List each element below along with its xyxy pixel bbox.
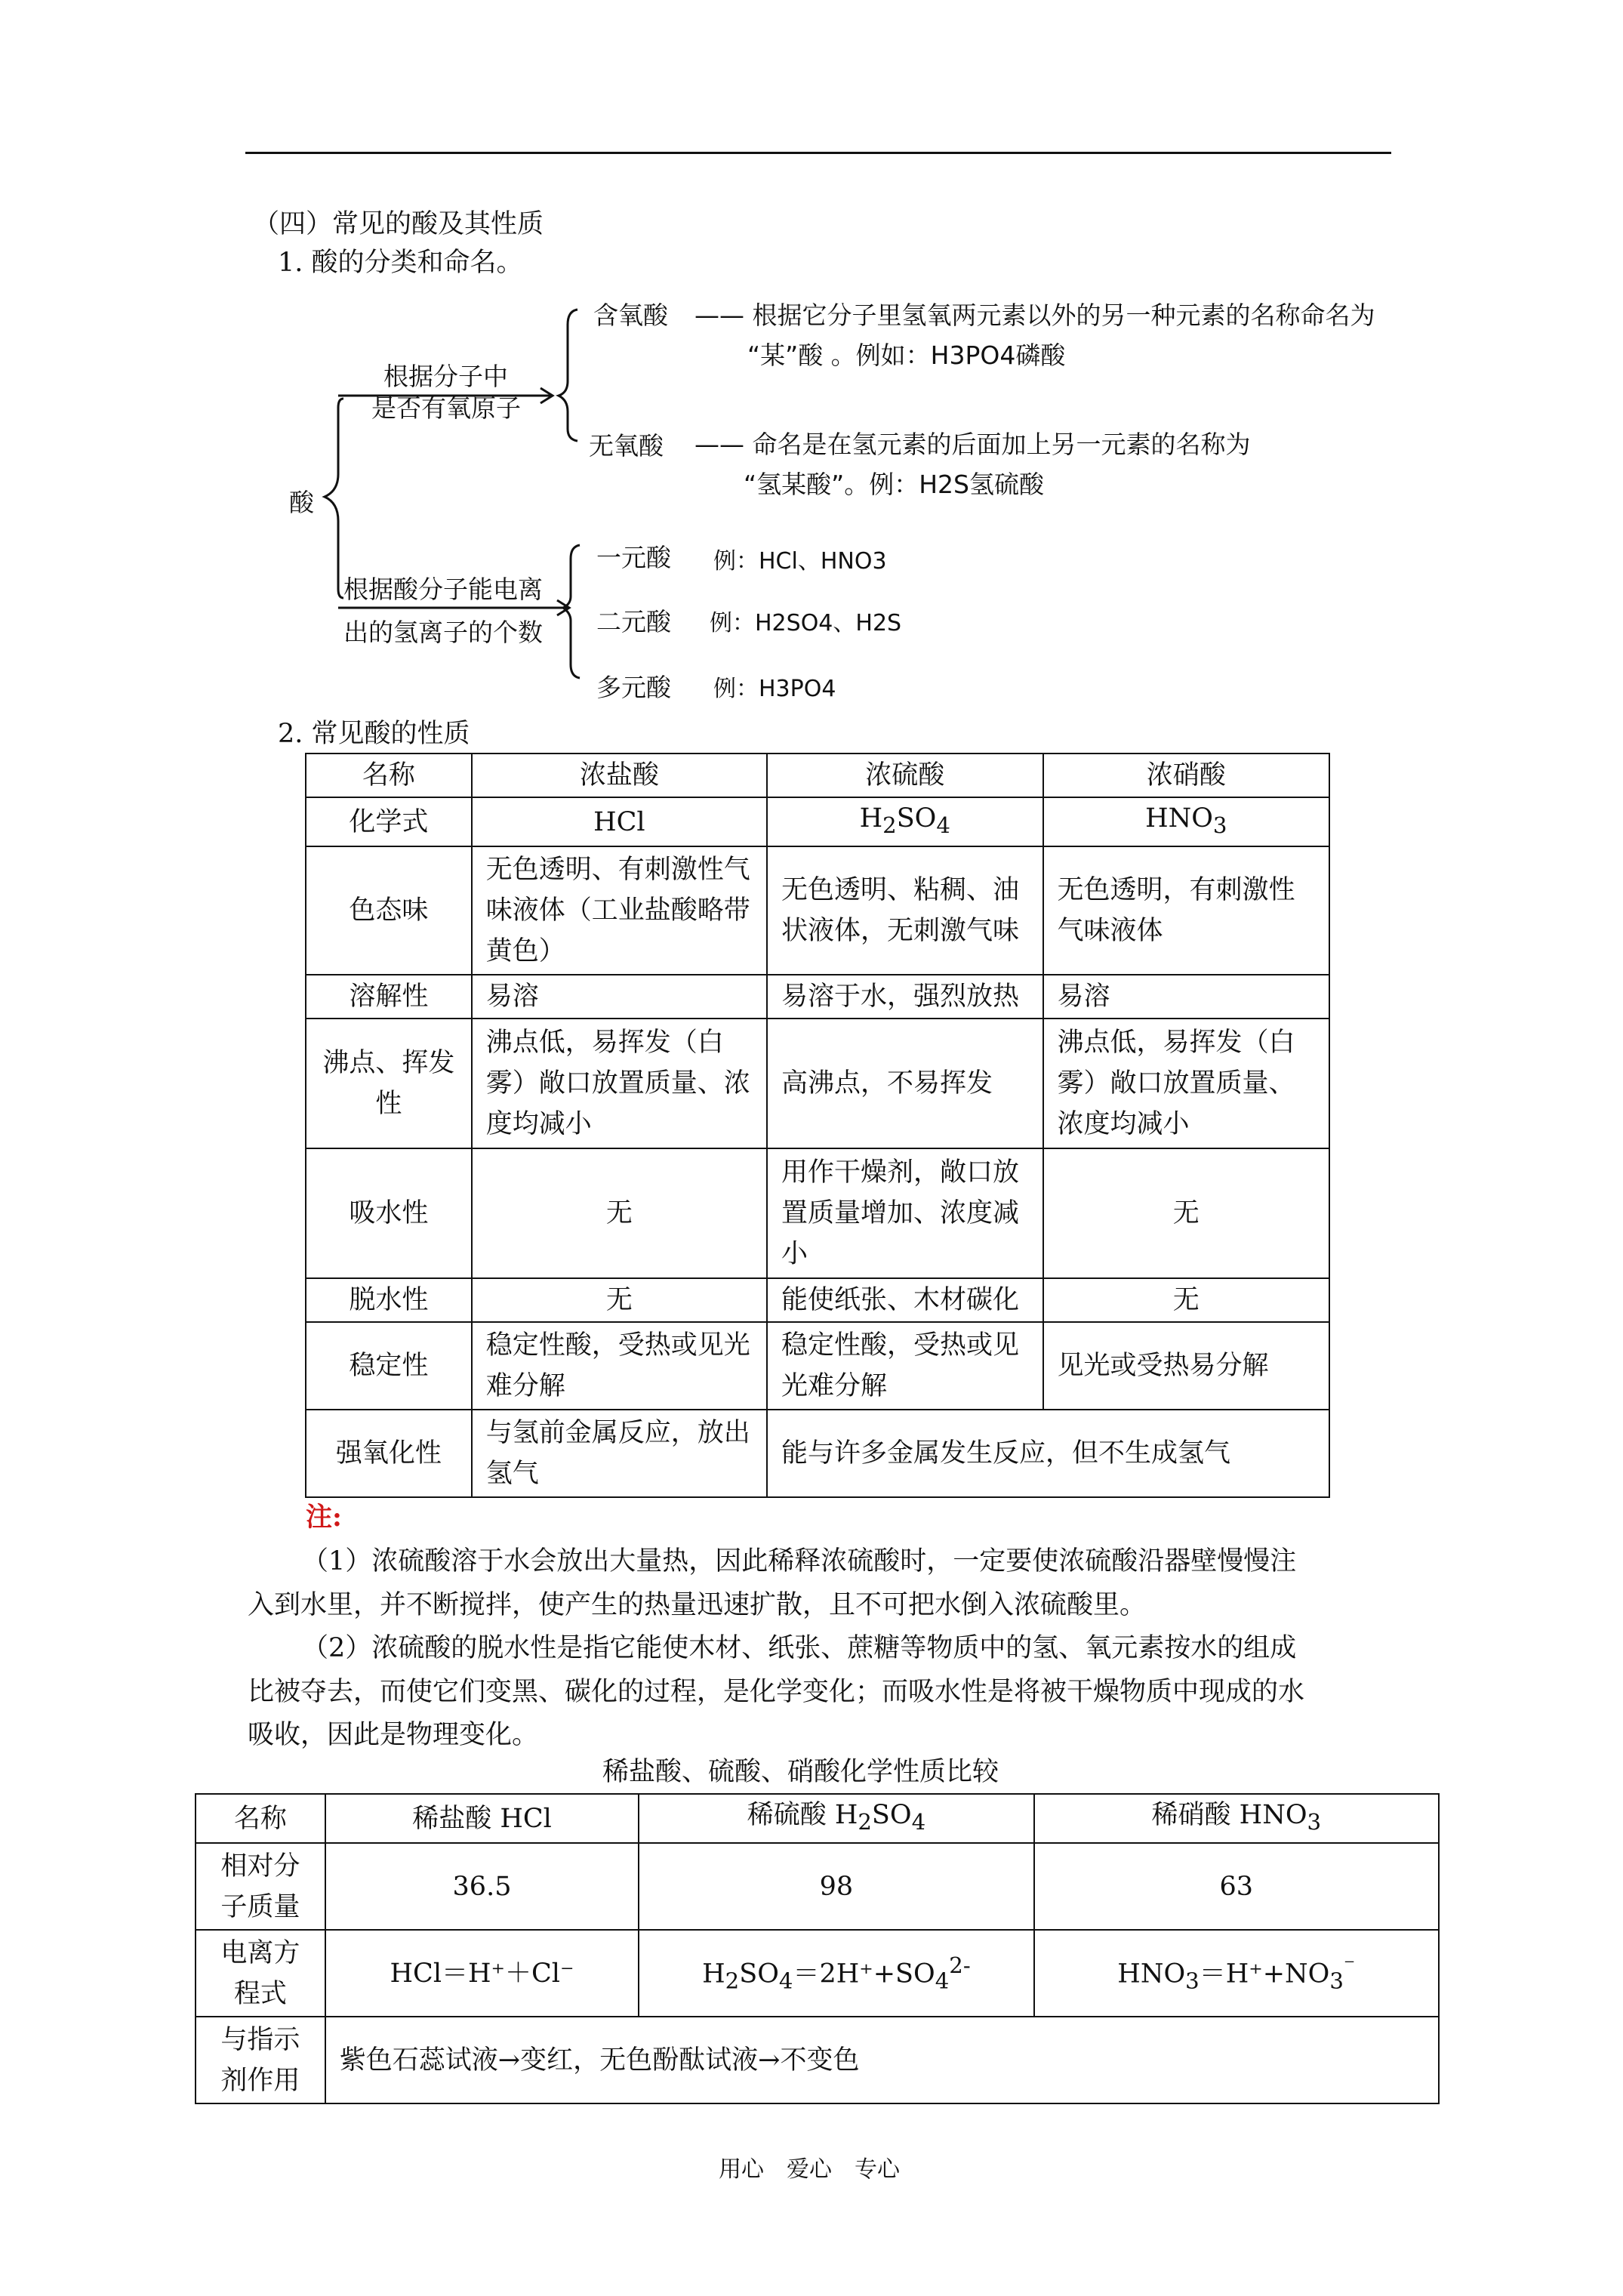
- formula-text: SO: [896, 803, 937, 834]
- conc-acids-table: [305, 753, 1330, 1498]
- nonoxyacid-name: 无氧酸: [589, 431, 664, 461]
- row-label: 沸点、挥发性: [306, 1019, 472, 1148]
- note-1-line-1: （1）浓硫酸溶于水会放出大量热，因此稀释浓硫酸时，一定要使浓硫酸沿器壁慢慢注: [302, 1546, 1297, 1576]
- root-brace: [325, 399, 343, 598]
- header-cell: 名称: [196, 1794, 325, 1843]
- nonoxyacid-desc-2: “氢某酸”。例：H2S氢硫酸: [744, 470, 1044, 499]
- note-label: 注:: [306, 1502, 342, 1533]
- oxyacid-desc-1: —— 根据它分子里氢氧两元素以外的另一种元素的名称命名为: [694, 300, 1375, 330]
- table-cell: 见光或受热易分解: [1043, 1322, 1329, 1410]
- formula-text: H: [702, 1959, 725, 1989]
- formula-subscript: 3: [1212, 812, 1227, 838]
- header-cell: 浓硫酸: [767, 754, 1043, 797]
- branch2-label-1: 根据酸分子能电离: [343, 575, 543, 604]
- table-cell: 易溶: [1043, 975, 1329, 1019]
- table-row: [306, 975, 1329, 1019]
- formula-text: SO: [739, 1959, 779, 1989]
- row-label: 化学式: [306, 797, 472, 846]
- table-2-title: 稀盐酸、硫酸、硝酸化学性质比较: [602, 1757, 999, 1787]
- page-footer: 用心 爱心 专心: [719, 2156, 900, 2183]
- header-cell: 名称: [306, 754, 472, 797]
- table-cell: 易溶于水，强烈放热: [767, 975, 1043, 1019]
- table-cell: 稳定性酸，受热或见光难分解: [767, 1322, 1043, 1410]
- table-cell: 无色透明、粘稠、油状液体，无刺激气味: [767, 846, 1043, 975]
- formula-text: HNO: [1117, 1959, 1186, 1989]
- formula-subscript: 2: [882, 812, 897, 838]
- formula-subscript: 3: [1329, 1968, 1344, 1994]
- table-row: [306, 797, 1329, 846]
- formula-text: 稀硝酸 HNO: [1151, 1800, 1307, 1830]
- table-cell: 紫色石蕊试液→变红，无色酚酞试液→不变色: [325, 2017, 1439, 2103]
- table-cell: 能使纸张、木材碳化: [767, 1278, 1043, 1322]
- table-cell: 98: [639, 1843, 1033, 1930]
- formula-text: HNO: [1145, 803, 1213, 834]
- formula-text: 稀硫酸 H: [747, 1800, 858, 1830]
- table-cell: HCl＝H⁺＋Cl⁻: [325, 1930, 639, 2017]
- row-label: 与指示剂作用: [196, 2017, 325, 2103]
- formula-subscript: 3: [1307, 1809, 1322, 1835]
- branch1-label-1: 根据分子中: [383, 362, 508, 391]
- formula-text: H: [859, 803, 883, 834]
- header-cell: 浓盐酸: [472, 754, 767, 797]
- table-cell: 易溶: [472, 975, 767, 1019]
- note-2-line-3: 吸收，因此是物理变化。: [248, 1720, 539, 1750]
- note-1-line-2: 入到水里，并不断搅拌，使产生的热量迅速扩散，且不可把水倒入浓硫酸里。: [248, 1590, 1147, 1620]
- table-row: [196, 1794, 1439, 1843]
- item-2-heading: 2. 常见酸的性质: [278, 719, 470, 749]
- table-cell: 无色透明，有刺激性气味液体: [1043, 846, 1329, 975]
- table-cell: [1043, 797, 1329, 846]
- row-label: 色态味: [306, 846, 472, 975]
- table-row: [196, 2017, 1439, 2103]
- dilute-acids-table: [195, 1793, 1440, 2104]
- table-cell: HCl: [472, 797, 767, 846]
- branch1-brace: [559, 310, 577, 441]
- row-label: 相对分子质量: [196, 1843, 325, 1930]
- oxyacid-name: 含氧酸: [593, 300, 668, 330]
- formula-text: ＝H⁺+NO: [1199, 1959, 1330, 1989]
- table-cell: 能与许多金属发生反应，但不生成氢气: [767, 1410, 1329, 1497]
- row-label: 强氧化性: [306, 1410, 472, 1497]
- table-cell: [1034, 1930, 1439, 2017]
- table-row: [306, 1278, 1329, 1322]
- table-cell: 36.5: [325, 1843, 639, 1930]
- table-row: [196, 1843, 1439, 1930]
- nonoxyacid-desc-1: —— 命名是在氢元素的后面加上另一元素的名称为: [694, 430, 1251, 459]
- table-row: [306, 1019, 1329, 1148]
- formula-text: ＝2H⁺+SO: [793, 1959, 935, 1989]
- diprotic-name: 二元酸: [596, 607, 671, 636]
- table-cell: 沸点低，易挥发（白雾）敞口放置质量、浓度均减小: [472, 1019, 767, 1148]
- row-label: 电离方程式: [196, 1930, 325, 2017]
- header-cell: 稀盐酸 HCl: [325, 1794, 639, 1843]
- monoprotic-example: 例：HCl、HNO3: [713, 548, 887, 575]
- row-label: 吸水性: [306, 1148, 472, 1278]
- table-cell: 无: [1043, 1148, 1329, 1278]
- table-row: [196, 1930, 1439, 2017]
- formula-superscript: ⁻: [1343, 1952, 1356, 1979]
- table-cell: 无色透明、有刺激性气味液体（工业盐酸略带黄色）: [472, 846, 767, 975]
- diagram-root: 酸: [289, 488, 314, 517]
- header-cell: [639, 1794, 1033, 1843]
- formula-text: SO: [871, 1800, 912, 1830]
- section-title: （四）常见的酸及其性质: [253, 209, 544, 239]
- header-cell: 浓硝酸: [1043, 754, 1329, 797]
- formula-subscript: 2: [858, 1809, 872, 1835]
- table-row: [306, 1410, 1329, 1497]
- note-2-line-2: 比被夺去，而使它们变黑、碳化的过程，是化学变化；而吸水性是将被干燥物质中现成的水: [248, 1677, 1305, 1707]
- formula-superscript: 2-: [949, 1952, 971, 1979]
- oxyacid-desc-2: “某”酸 。例如：H3PO4磷酸: [747, 341, 1066, 370]
- row-label: 稳定性: [306, 1322, 472, 1410]
- row-label: 脱水性: [306, 1278, 472, 1322]
- branch1-label-2: 是否有氧原子: [371, 393, 521, 423]
- formula-subscript: 4: [935, 1968, 950, 1994]
- formula-subscript: 3: [1185, 1968, 1200, 1994]
- formula-subscript: 4: [778, 1968, 793, 1994]
- table-cell: 无: [472, 1148, 767, 1278]
- table-cell: 与氢前金属反应，放出氢气: [472, 1410, 767, 1497]
- table-cell: 用作干燥剂，敞口放置质量增加、浓度减小: [767, 1148, 1043, 1278]
- item-1-heading: 1. 酸的分类和命名。: [278, 248, 523, 278]
- table-cell: [639, 1930, 1033, 2017]
- table-cell: [767, 797, 1043, 846]
- table-cell: 稳定性酸，受热或见光难分解: [472, 1322, 767, 1410]
- formula-subscript: 2: [725, 1968, 740, 1994]
- monoprotic-name: 一元酸: [596, 543, 671, 572]
- table-row: [306, 754, 1329, 797]
- table-row: [306, 1322, 1329, 1410]
- table-row: [306, 1148, 1329, 1278]
- table-cell: 63: [1034, 1843, 1439, 1930]
- table-cell: 无: [1043, 1278, 1329, 1322]
- formula-subscript: 4: [911, 1809, 926, 1835]
- formula-subscript: 4: [936, 812, 950, 838]
- row-label: 溶解性: [306, 975, 472, 1019]
- branch2-label-2: 出的氢离子的个数: [343, 618, 543, 647]
- diprotic-example: 例：H2SO4、H2S: [710, 610, 902, 636]
- header-cell: [1034, 1794, 1439, 1843]
- note-2-line-1: （2）浓硫酸的脱水性是指它能使木材、纸张、蔗糖等物质中的氢、氧元素按水的组成: [302, 1633, 1297, 1663]
- polyprotic-name: 多元酸: [596, 673, 671, 702]
- table-row: [306, 846, 1329, 975]
- branch2-brace: [563, 545, 580, 678]
- table-cell: 沸点低，易挥发（白雾）敞口放置质量、浓度均减小: [1043, 1019, 1329, 1148]
- polyprotic-example: 例：H3PO4: [713, 676, 836, 702]
- table-cell: 无: [472, 1278, 767, 1322]
- table-cell: 高沸点，不易挥发: [767, 1019, 1043, 1148]
